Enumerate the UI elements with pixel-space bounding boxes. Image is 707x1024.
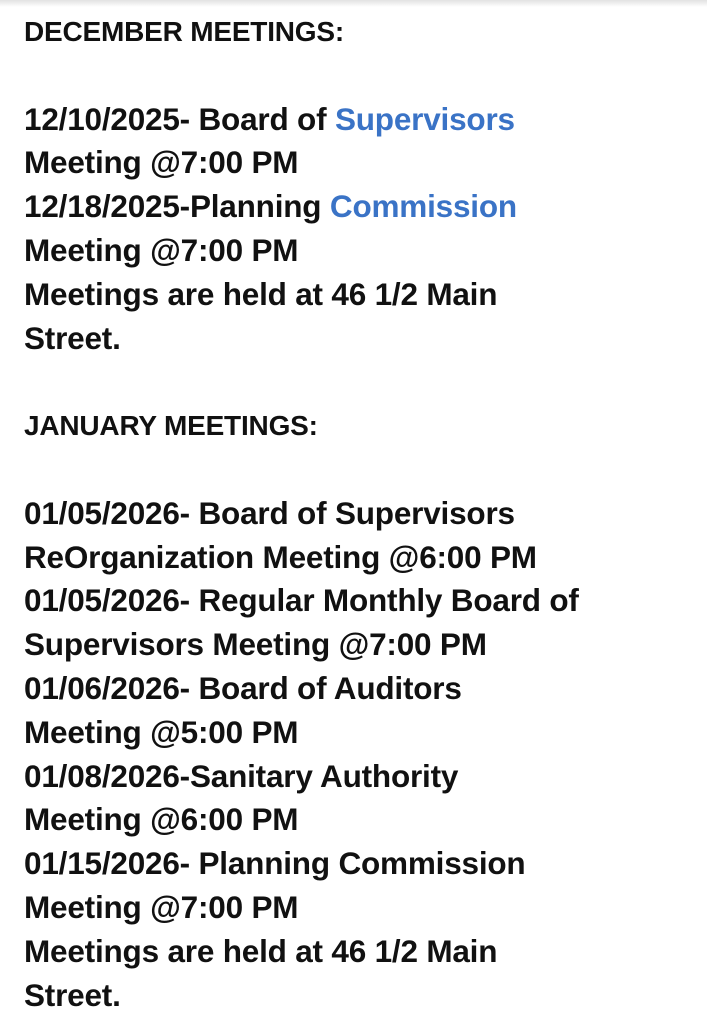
top-shadow bbox=[0, 0, 707, 7]
december-meeting-line bbox=[24, 185, 696, 229]
meeting-notice bbox=[24, 10, 696, 1017]
january-meeting-line: 01/05/2026- Regular Monthly Board of bbox=[24, 582, 579, 619]
january-meeting-line: Meeting @6:00 PM bbox=[24, 801, 299, 838]
january-location-line: Meetings are held at 46 1/2 Main bbox=[24, 932, 498, 969]
december-meeting-line: Meeting @7:00 PM bbox=[24, 231, 299, 268]
meeting-text: 12/18/2025-Planning bbox=[24, 188, 330, 225]
january-meeting-line: 01/06/2026- Board of Auditors bbox=[24, 669, 462, 706]
spacer bbox=[24, 360, 696, 404]
january-heading: JANUARY MEETINGS: bbox=[24, 410, 318, 442]
january-meeting-line: ReOrganization Meeting @6:00 PM bbox=[24, 538, 537, 575]
january-meeting-line: 01/05/2026- Board of Supervisors bbox=[24, 494, 515, 531]
december-location-line: Meetings are held at 46 1/2 Main bbox=[24, 275, 498, 312]
january-meeting-line: Meeting @7:00 PM bbox=[24, 888, 299, 925]
spacer bbox=[24, 448, 696, 492]
january-location-line: Street. bbox=[24, 976, 121, 1013]
january-meeting-line: 01/15/2026- Planning Commission bbox=[24, 845, 526, 882]
december-location-line: Street. bbox=[24, 319, 121, 356]
spacer bbox=[24, 54, 696, 98]
december-heading: DECEMBER MEETINGS: bbox=[24, 16, 344, 47]
supervisors-link[interactable]: Supervisors bbox=[334, 100, 515, 137]
december-meeting-line: Meeting @7:00 PM bbox=[24, 144, 299, 181]
january-meeting-line: 01/08/2026-Sanitary Authority bbox=[24, 757, 459, 794]
december-meeting-line bbox=[24, 98, 696, 142]
january-meeting-line: Supervisors Meeting @7:00 PM bbox=[24, 626, 487, 663]
commission-link[interactable]: Commission bbox=[329, 188, 517, 225]
january-meeting-line: Meeting @5:00 PM bbox=[24, 713, 299, 750]
meeting-text: 12/10/2025- Board of bbox=[24, 100, 335, 137]
